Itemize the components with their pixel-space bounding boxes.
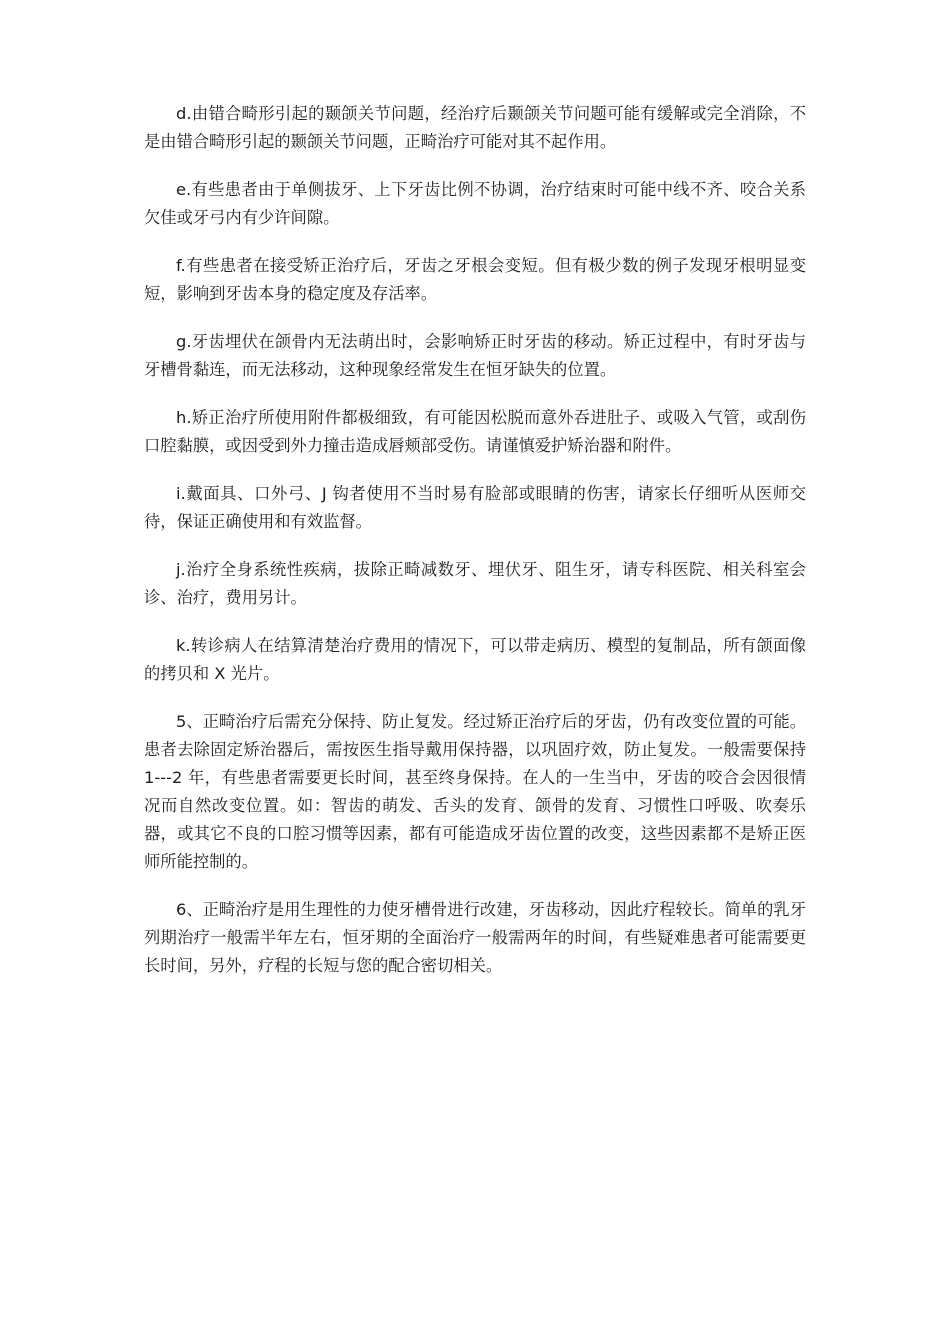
- document-body: [144, 100, 806, 1000]
- paragraph-i: i.戴面具、口外弓、J 钩者使用不当时易有脸部或眼睛的伤害，请家长仔细听从医师交待，保证正确使用和有效监督。: [144, 484, 806, 531]
- paragraph-g: g.牙齿埋伏在颌骨内无法萌出时，会影响矫正时牙齿的移动。矫正过程中，有时牙齿与牙槽骨黏连，而无法移动，这种现象经常发生在恒牙缺失的位置。: [144, 332, 806, 379]
- paragraph-f: f.有些患者在接受矫正治疗后，牙齿之牙根会变短。但有极少数的例子发现牙根明显变短，影响到牙齿本身的稳定度及存活率。: [144, 256, 806, 303]
- paragraph-e: e.有些患者由于单侧拔牙、上下牙齿比例不协调，治疗结束时可能中线不齐、咬合关系欠佳或牙弓内有少许间隙。: [144, 180, 806, 227]
- paragraph-5: 5、正畸治疗后需充分保持、防止复发。经过矫正治疗后的牙齿，仍有改变位置的可能。患者去除固定矫治器后，需按医生指导戴用保持器，以巩固疗效，防止复发。一般需要保持 1---2 年，有些患者需要更长时间，甚至终身保持。在人的一生当中，牙齿的咬合会因很情况而自然改变位置。如：智齿的萌发、舌头的发育、颌骨的发育、习惯性口呼吸、吹奏乐器，或其它不良的口腔习惯等因素，都有可能造成牙齿位置的改变，这些因素都不是矫正医师所能控制的。: [144, 712, 806, 871]
- paragraph-d: d.由错合畸形引起的颞颌关节问题，经治疗后颞颌关节问题可能有缓解或完全消除，不是由错合畸形引起的颞颌关节问题，正畸治疗可能对其不起作用。: [144, 104, 806, 151]
- paragraph-k: k.转诊病人在结算清楚治疗费用的情况下，可以带走病历、模型的复制品，所有颌面像的拷贝和 X 光片。: [144, 636, 806, 683]
- paragraph-6: 6、正畸治疗是用生理性的力使牙槽骨进行改建，牙齿移动，因此疗程较长。简单的乳牙列期治疗一般需半年左右，恒牙期的全面治疗一般需两年的时间，有些疑难患者可能需要更长时间，另外，疗程的长短与您的配合密切相关。: [144, 900, 806, 975]
- paragraph-h: h.矫正治疗所使用附件都极细致，有可能因松脱而意外吞进肚子、或吸入气管，或刮伤口腔黏膜，或因受到外力撞击造成唇颊部受伤。请谨慎爱护矫治器和附件。: [144, 408, 806, 455]
- paragraph-j: j.治疗全身系统性疾病，拔除正畸减数牙、埋伏牙、阻生牙，请专科医院、相关科室会诊、治疗，费用另计。: [144, 560, 806, 607]
